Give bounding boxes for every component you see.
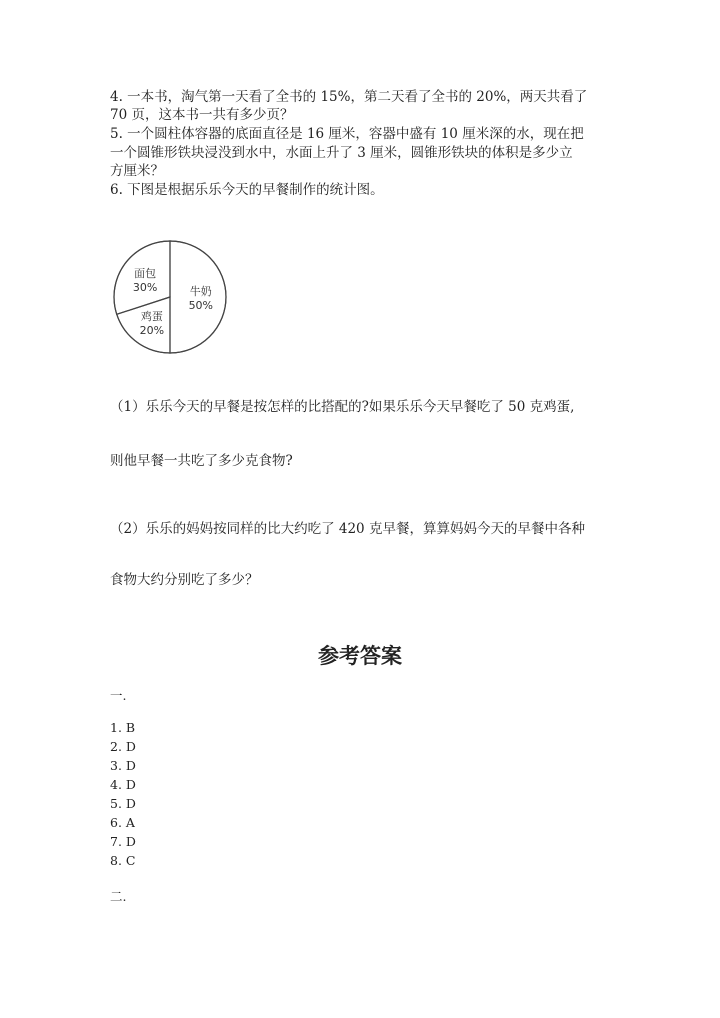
q4-line1: 4. 一本书，淘气第一天看了全书的 15%，第二天看了全书的 20%，两天共看了 — [110, 89, 588, 105]
answer-title: 参考答案 — [318, 644, 402, 668]
q6-line1: 6. 下图是根据乐乐今天的早餐制作的统计图。 — [110, 182, 384, 198]
q5-line2: 一个圆锥形铁块浸没到水中，水面上升了 3 厘米，圆锥形铁块的体积是多少立 — [110, 145, 573, 161]
q5-line1: 5. 一个圆柱体容器的底面直径是 16 厘米，容器中盛有 10 厘米深的水，现在把 — [110, 126, 584, 142]
answer-item: 6. A — [110, 815, 135, 830]
answer-item: 7. D — [110, 834, 136, 849]
sub1-line1: （1）乐乐今天的早餐是按怎样的比搭配的?如果乐乐今天早餐吃了 50 克鸡蛋, — [110, 399, 575, 415]
sub2-line1: （2）乐乐的妈妈按同样的比大约吃了 420 克早餐，算算妈妈今天的早餐中各种 — [110, 521, 585, 537]
answer-item: 8. C — [110, 853, 136, 868]
answer-item: 1. B — [110, 720, 136, 735]
answer-section-1: 一. — [110, 688, 127, 703]
answer-item: 2. D — [110, 739, 136, 754]
answer-item: 5. D — [110, 796, 136, 811]
answer-item: 4. D — [110, 777, 136, 792]
sub2-line2: 食物大约分别吃了多少？ — [110, 572, 259, 588]
q5-line3: 方厘米？ — [110, 163, 164, 179]
answer-item: 3. D — [110, 758, 136, 773]
pie-slice-value: 20% — [139, 323, 165, 337]
pie-slice-value: 30% — [132, 280, 158, 294]
pie-slice-label: 牛奶 — [189, 285, 212, 298]
pie-slice-label: 鸡蛋 — [140, 309, 163, 323]
q4-line2: 70 页，这本书一共有多少页？ — [110, 107, 294, 123]
pie-slice-value: 50% — [188, 299, 214, 312]
breakfast-pie-chart — [110, 235, 240, 360]
pie-slice-label: 面包 — [134, 266, 157, 280]
answer-section-2: 二. — [110, 889, 127, 904]
sub1-line2: 则他早餐一共吃了多少克食物? — [110, 453, 293, 469]
